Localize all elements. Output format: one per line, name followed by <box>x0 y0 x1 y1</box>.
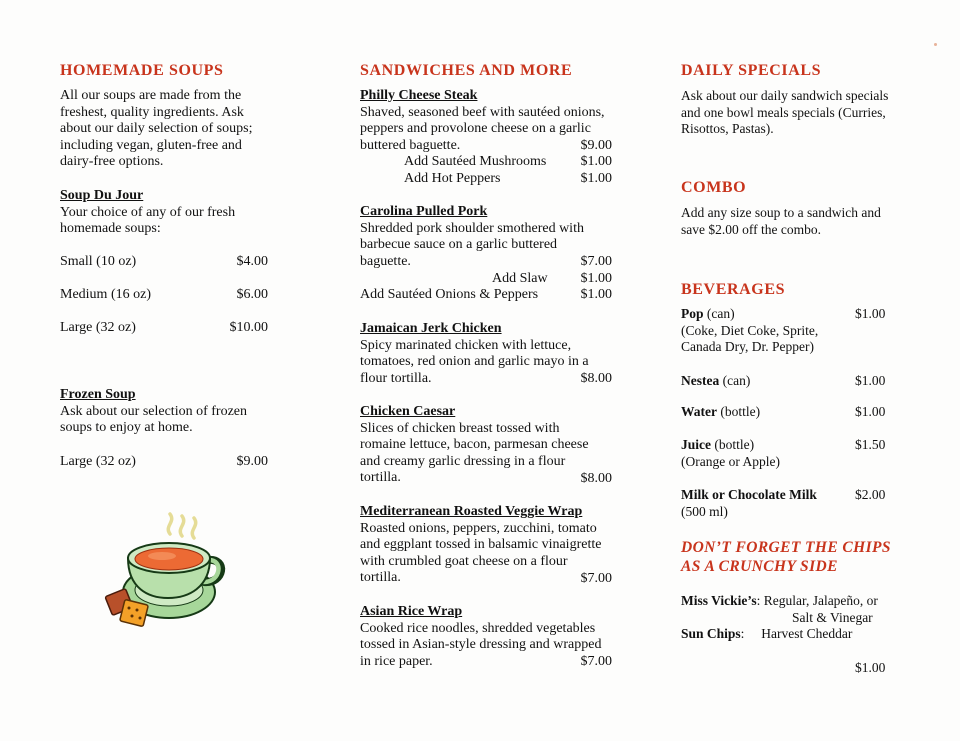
daily-specials-title: DAILY SPECIALS <box>681 62 822 79</box>
addon-row: Add Hot Peppers $1.00 <box>404 171 612 186</box>
addon-row: Add Sautéed Mushrooms $1.00 <box>404 154 612 169</box>
soup-du-jour-heading: Soup Du Jour <box>60 188 144 203</box>
beverage-juice: Juice (bottle) (Orange or Apple) <box>681 437 780 469</box>
menu-item-jerk: Jamaican Jerk Chicken Spicy marinated chicken with lettuce, tomatoes, red onion and garlic mayo in a flour tortilla. <box>360 321 589 386</box>
item-price: $2.00 <box>855 487 886 502</box>
chips-price: $1.00 <box>855 660 886 675</box>
soup-size-row: Large (32 oz) $10.00 <box>60 320 268 335</box>
beverage-pop: Pop (can) (Coke, Diet Coke, Sprite, Canada Dry, Dr. Pepper) <box>681 306 819 355</box>
soup-bowl-icon <box>104 512 228 636</box>
soup-size-row: Small (10 oz) $4.00 <box>60 254 268 269</box>
beverage-water: Water (bottle) <box>681 404 761 419</box>
item-price: $1.50 <box>855 437 886 452</box>
frozen-soup: Frozen Soup Ask about our selection of frozen soups to enjoy at home. <box>60 387 247 436</box>
soups-intro: All our soups are made from the freshest, quality ingredients. Ask about our daily selection of soups; including vegan, gluten-free and dairy-free options. <box>60 88 253 170</box>
beverages-title: BEVERAGES <box>681 281 786 298</box>
chips-list: Miss Vickie’s: Regular, Jalapeño, or Salt & Vinegar Sun Chips: Harvest Cheddar <box>681 593 878 642</box>
daily-specials-text: Ask about our daily sandwich specials and one bowl meals specials (Curries, Risottos, Pastas). <box>681 88 889 137</box>
stray-mark <box>934 43 937 46</box>
item-price: $1.00 <box>855 404 886 419</box>
soups-title: HOMEMADE SOUPS <box>60 62 224 79</box>
menu-item-pork: Carolina Pulled Pork Shredded pork shoulder smothered with barbecue sauce on a garlic buttered baguette. <box>360 204 584 269</box>
combo-title: COMBO <box>681 179 747 196</box>
soup-size-row: Medium (16 oz) $6.00 <box>60 287 268 302</box>
chips-title: DON’T FORGET THE CHIPS AS A CRUNCHY SIDE <box>681 539 891 575</box>
menu-item-veggie: Mediterranean Roasted Veggie Wrap Roasted onions, peppers, zucchini, tomato and eggplant tossed in balsamic vinaigrette with crumbled goat cheese on a flour tortilla. <box>360 504 602 586</box>
addon-row: Add Slaw $1.00 <box>492 271 612 286</box>
item-price: $1.00 <box>855 306 886 321</box>
frozen-size-row: Large (32 oz) $9.00 <box>60 454 268 469</box>
item-price: $1.00 <box>855 373 886 388</box>
beverage-nestea: Nestea (can) <box>681 373 751 388</box>
addon-row: Add Sautéed Onions & Peppers $1.00 <box>360 287 612 302</box>
soup-du-jour: Soup Du Jour Your choice of any of our fresh homemade soups: <box>60 188 236 237</box>
menu-item-asian: Asian Rice Wrap Cooked rice noodles, shredded vegetables tossed in Asian-style dressing and wrapped in rice paper. <box>360 604 602 669</box>
beverage-milk: Milk or Chocolate Milk (500 ml) <box>681 487 817 519</box>
combo-text: Add any size soup to a sandwich and save $2.00 off the combo. <box>681 205 881 237</box>
sandwiches-title: SANDWICHES AND MORE <box>360 62 573 79</box>
frozen-soup-heading: Frozen Soup <box>60 387 136 402</box>
menu-item-philly: Philly Cheese Steak Shaved, seasoned beef with sautéed onions, peppers and provolone cheese on a garlic buttered baguette. <box>360 88 605 153</box>
menu-item-caesar: Chicken Caesar Slices of chicken breast tossed with romaine lettuce, bacon, parmesan cheese and creamy garlic dressing in a flour tortilla. <box>360 404 589 486</box>
